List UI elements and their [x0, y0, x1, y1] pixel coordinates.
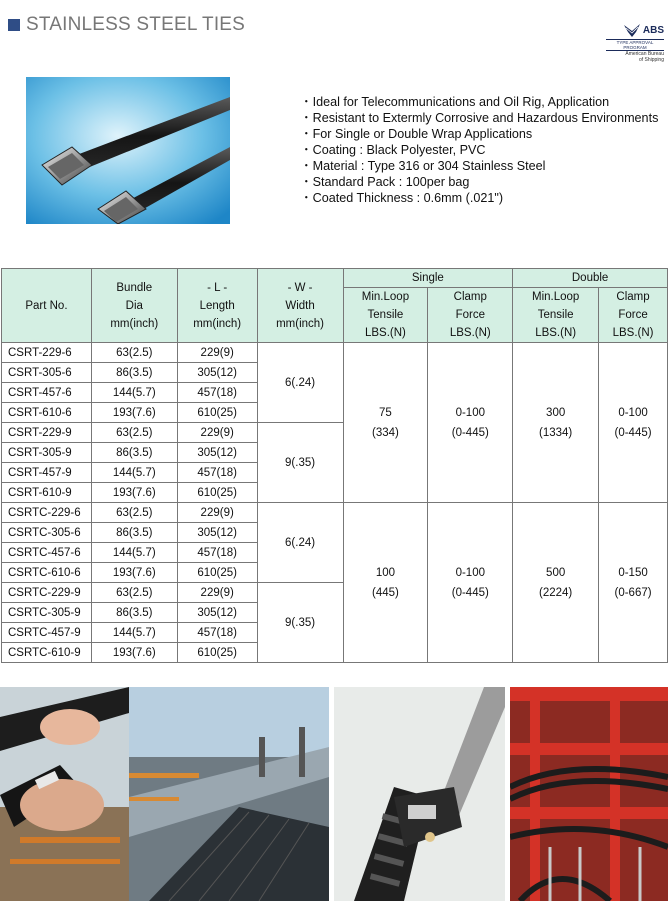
table-row: CSRT-229-6 63(2.5) 229(9) 6(.24) 75 (334) 0-100 (0-445) 300 (1334) 0-100 (0-445)	[2, 343, 668, 363]
table-row: CSRTC-305-6 86(3.5) 305(12)	[2, 523, 668, 543]
table-row: CSRT-229-9 63(2.5) 229(9) 9(.35)	[2, 423, 668, 443]
table-row: CSRTC-610-6 193(7.6) 610(25)	[2, 563, 668, 583]
page-title-bar	[8, 14, 245, 36]
header-double-tensile: Min.Loop Tensile LBS.(N)	[513, 288, 599, 343]
single-clamp-cell: 0-100 (0-445)	[428, 343, 513, 503]
table-row: CSRT-457-6 144(5.7) 457(18)	[2, 383, 668, 403]
feature-item: ・Standard Pack : 100per bag	[300, 175, 470, 189]
page-title: STAINLESS STEEL TIES	[26, 14, 246, 35]
feature-item: ・For Single or Double Wrap Applications	[300, 127, 533, 141]
table-row: CSRTC-457-6 144(5.7) 457(18)	[2, 543, 668, 563]
table-row: CSRTC-610-9 193(7.6) 610(25)	[2, 643, 668, 663]
double-clamp-cell: 0-150 (0-667)	[599, 503, 668, 663]
feature-item: ・Ideal for Telecommunications and Oil Rig, Application	[300, 95, 610, 109]
eagle-icon	[623, 22, 641, 38]
single-tensile-cell: 75 (334)	[343, 343, 428, 503]
abs-program: TYPE APPROVAL PROGRAM	[606, 39, 664, 51]
table-row: CSRT-305-6 86(3.5) 305(12)	[2, 363, 668, 383]
product-photo	[26, 77, 230, 224]
red-frame-photo	[510, 687, 668, 901]
feature-item: ・Material : Type 316 or 304 Stainless Steel	[300, 159, 546, 173]
double-tensile-cell: 500 (2224)	[513, 503, 599, 663]
single-tensile-cell: 100 (445)	[343, 503, 428, 663]
table-row: CSRTC-457-9 144(5.7) 457(18)	[2, 623, 668, 643]
abs-logo	[606, 22, 664, 63]
abs-line1: American Bureau	[625, 51, 664, 57]
width-cell: 9(.35)	[257, 423, 343, 503]
header-single-tensile: Min.Loop Tensile LBS.(N)	[343, 288, 428, 343]
header-single: Single	[343, 269, 513, 288]
width-cell: 9(.35)	[257, 583, 343, 663]
cable-tray-photo	[129, 687, 329, 901]
feature-list	[300, 94, 658, 206]
table-row: CSRT-610-6 193(7.6) 610(25)	[2, 403, 668, 423]
header-double: Double	[513, 269, 668, 288]
abs-letters: ABS	[642, 24, 664, 36]
single-clamp-cell: 0-100 (0-445)	[428, 503, 513, 663]
title-square-icon	[8, 19, 20, 31]
feature-item: ・Coated Thickness : 0.6mm (.021")	[300, 191, 504, 205]
table-row: CSRT-305-9 86(3.5) 305(12)	[2, 443, 668, 463]
header-length: - L - Length mm(inch)	[177, 269, 257, 343]
table-row: CSRTC-229-6 63(2.5) 229(9) 6(.24) 100 (445) 0-100 (0-445) 500 (2224) 0-150 (0-667)	[2, 503, 668, 523]
header-double-clamp: Clamp Force LBS.(N)	[599, 288, 668, 343]
table-row: CSRTC-305-9 86(3.5) 305(12)	[2, 603, 668, 623]
header-bundle: Bundle Dia mm(inch)	[91, 269, 177, 343]
header-single-clamp: Clamp Force LBS.(N)	[428, 288, 513, 343]
width-cell: 6(.24)	[257, 503, 343, 583]
double-tensile-cell: 300 (1334)	[513, 343, 599, 503]
header-width: - W - Width mm(inch)	[257, 269, 343, 343]
table-row: CSRT-457-9 144(5.7) 457(18)	[2, 463, 668, 483]
tool-photo	[334, 687, 505, 901]
header-part-no: Part No.	[2, 269, 92, 343]
abs-line2: of Shipping	[638, 57, 664, 63]
table-row: CSRTC-229-9 63(2.5) 229(9) 9(.35)	[2, 583, 668, 603]
width-cell: 6(.24)	[257, 343, 343, 423]
feature-item: ・Coating : Black Polyester, PVC	[300, 143, 486, 157]
table-row: CSRT-610-9 193(7.6) 610(25)	[2, 483, 668, 503]
feature-item: ・Resistant to Extermly Corrosive and Hazardous Environments	[300, 111, 659, 125]
spec-table	[1, 268, 668, 663]
double-clamp-cell: 0-100 (0-445)	[599, 343, 668, 503]
hand-install-photo	[0, 687, 129, 901]
